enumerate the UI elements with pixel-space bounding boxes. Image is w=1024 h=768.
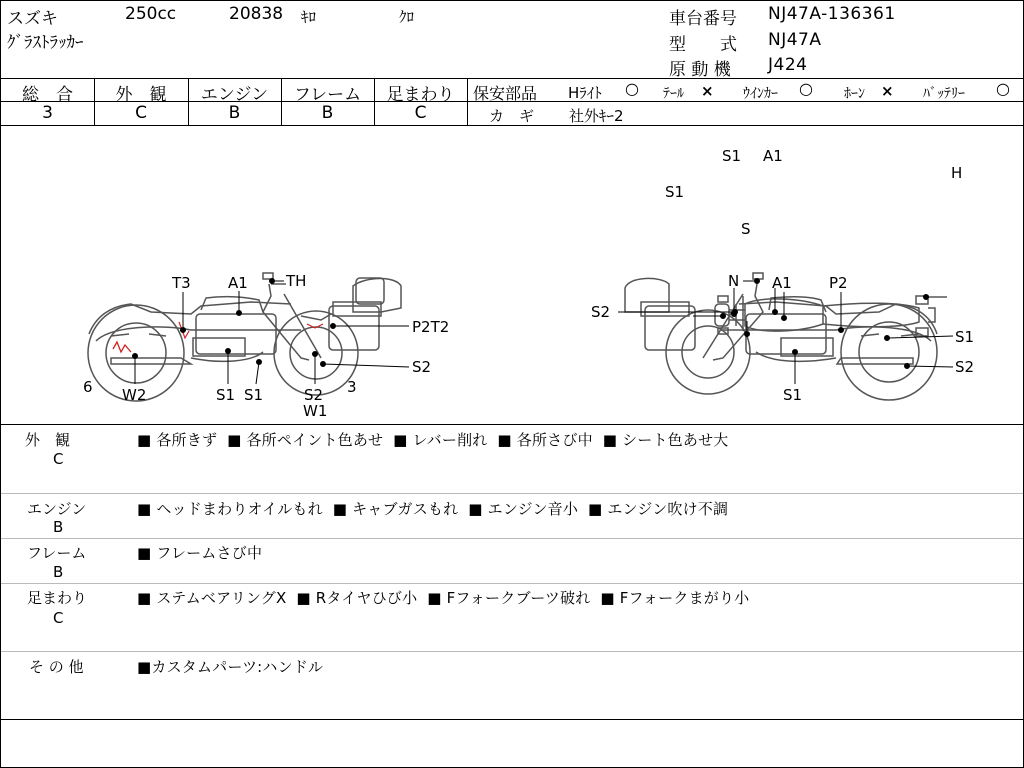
diagram-label-top: A1: [763, 147, 783, 165]
diagram-label-left: W1: [303, 402, 328, 420]
suspension-grade-label: 足まわり: [386, 85, 455, 105]
divider: [1, 538, 1023, 539]
diagram-label-top: S: [741, 220, 751, 238]
bullet-icon: ■: [422, 589, 447, 607]
divider: [1, 583, 1023, 584]
key-value: 社外ｷｰ2: [569, 107, 624, 125]
note-item: 各所ペイント色あせ: [246, 431, 384, 449]
note-item: フレームさび中: [156, 544, 263, 562]
note-item: Fフォークまがり小: [619, 589, 750, 607]
diagram-label-left: W2: [122, 386, 147, 404]
suspension-grade: C: [414, 103, 427, 123]
mileage: 20838: [229, 4, 284, 24]
tail-status: ×: [701, 82, 714, 100]
section-title-exterior: 外 観: [25, 431, 71, 449]
key-label: カ ギ: [489, 107, 535, 125]
divider: [1, 78, 1023, 79]
diagram-label-left: S1: [216, 386, 236, 404]
section-grade-frame: B: [53, 563, 64, 581]
horn-label: ﾎｰﾝ: [844, 86, 865, 102]
divider: [1, 424, 1023, 425]
exterior-notes: [137, 429, 728, 450]
exterior-grade: C: [135, 103, 147, 123]
section-title-frame: フレーム: [27, 544, 87, 562]
winker-status: ○: [799, 79, 813, 98]
color: ｸﾛ: [399, 8, 415, 26]
engine-label: 原 動 機: [669, 60, 731, 80]
model-name: ｸﾞﾗｽﾄﾗｯｶｰ: [7, 33, 84, 53]
diagram-label-right: S2: [955, 358, 975, 376]
bullet-icon: ■: [583, 500, 608, 518]
note-item: 各所さび中: [516, 431, 593, 449]
right-view-drawing: [625, 273, 937, 400]
frame-notes: [137, 542, 262, 563]
horn-status: ×: [881, 82, 894, 100]
divider: [1, 719, 1023, 720]
note-item: エンジン吹け不調: [607, 500, 729, 518]
engine-value: J424: [768, 55, 808, 75]
safety-label: 保安部品: [473, 84, 538, 103]
battery-label: ﾊﾞｯﾃﾘｰ: [923, 86, 965, 102]
diagram-label-right: S1: [955, 328, 975, 346]
diagram-label-top: S1: [665, 183, 685, 201]
overall-label: 総 合: [22, 85, 73, 105]
diagram-label-top: H: [951, 164, 963, 182]
note-item: レバー削れ: [412, 431, 488, 449]
tail-label: ﾃｰﾙ: [663, 86, 684, 102]
battery-status: ○: [996, 79, 1010, 98]
mileage-unit: ｷﾛ: [301, 8, 317, 26]
note-item: Rタイヤひび小: [315, 589, 418, 607]
maker: スズキ: [7, 9, 58, 29]
motorcycle-diagram: [1, 126, 1023, 424]
diagram-label-right: N: [728, 272, 740, 290]
note-item: Fフォークブーツ破れ: [446, 589, 591, 607]
diagram-label-right: S2: [591, 303, 611, 321]
diagram-label-left: 3: [347, 378, 357, 396]
engine-grade: B: [228, 103, 241, 123]
type-label: 型 式: [669, 35, 737, 55]
note-item: 各所きず: [156, 431, 218, 449]
diagram-label-right: S1: [783, 386, 803, 404]
diagram-label-left: S1: [244, 386, 264, 404]
winker-label: ｳｲﾝｶｰ: [743, 86, 778, 102]
bullet-icon: ■: [597, 431, 623, 449]
note-item: ステムベアリングX: [156, 589, 287, 607]
frame-grade: B: [321, 103, 334, 123]
diagram-label-left: T3: [172, 274, 191, 292]
diagram-label-right: A1: [772, 274, 792, 292]
bullet-icon: ■: [327, 500, 353, 518]
diagram-label-left: TH: [286, 272, 307, 290]
bullet-icon: ■: [222, 431, 247, 449]
diagram-label-right: P2: [829, 274, 848, 292]
engine-notes: [137, 498, 728, 519]
section-title-suspension: 足まわり: [27, 589, 88, 607]
divider: [1, 493, 1023, 494]
frame-grade-label: フレーム: [293, 85, 362, 105]
bullet-icon: ■: [291, 589, 316, 607]
diagram-label-left: S2: [304, 386, 324, 404]
diagram-label-left: S2: [412, 358, 432, 376]
bullet-icon: ■: [492, 431, 517, 449]
bullet-icon: ■: [137, 500, 157, 518]
displacement: 250cc: [125, 4, 177, 24]
divider: [1, 651, 1023, 652]
type-value: NJ47A: [768, 30, 822, 50]
frame-no-label: 車台番号: [669, 9, 737, 29]
bullet-icon: ■: [137, 589, 157, 607]
section-grade-engine: B: [53, 518, 64, 536]
bullet-icon: ■: [137, 658, 152, 676]
bullet-icon: ■: [388, 431, 413, 449]
overall-grade: 3: [42, 103, 53, 123]
headlight-label: Hﾗｲﾄ: [568, 84, 602, 102]
section-grade-exterior: C: [53, 450, 64, 468]
note-item: エンジン音小: [487, 500, 579, 518]
bullet-icon: ■: [137, 544, 157, 562]
note-item: カスタムパーツ:ハンドル: [151, 658, 324, 676]
engine-grade-label: エンジン: [200, 85, 269, 105]
bullet-icon: ■: [463, 500, 488, 518]
headlight-status: ○: [625, 79, 639, 98]
diagram-label-left: 6: [83, 378, 93, 396]
section-title-other: そ の 他: [29, 658, 84, 676]
diagram-label-top: S1: [722, 147, 742, 165]
note-item: ヘッドまわりオイルもれ: [156, 500, 323, 518]
diagram-label-left: P2T2: [412, 318, 450, 336]
bullet-icon: ■: [595, 589, 620, 607]
frame-no: NJ47A-136361: [768, 4, 896, 24]
diagram-label-left: A1: [228, 274, 248, 292]
exterior-label: 外 観: [115, 85, 167, 105]
bullet-icon: ■: [137, 431, 157, 449]
section-grade-suspension: C: [53, 609, 64, 627]
section-title-engine: エンジン: [27, 500, 87, 518]
other-notes: [137, 656, 323, 677]
note-item: シート色あせ大: [622, 431, 729, 449]
note-item: キャブガスもれ: [352, 500, 459, 518]
suspension-notes: [137, 587, 749, 608]
damage-mark: [113, 342, 131, 352]
